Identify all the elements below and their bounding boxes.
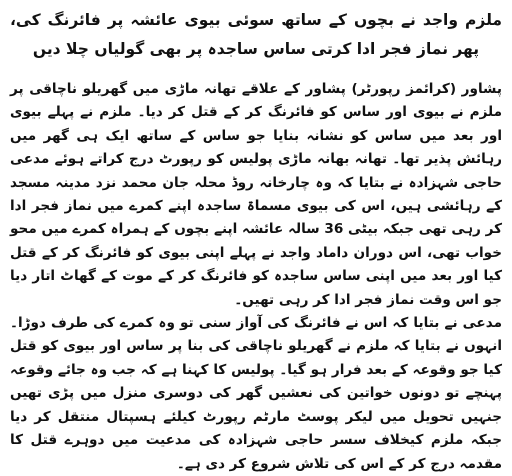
article-paragraph-1: پشاور (کرائمز رپورٹر) پشاور کے علاقے تھانہ ماڑی میں گھریلو ناچاقی پر ملزم نے بیوی اور ساس کو فائرنگ کر کے قتل کر دیا۔ ملزم نے پہلے بیوی اور بعد میں ساس کو نشانہ بنایا جو ساس کے ساتھ ایک ہی گھر میں رہائش پذیر تھا۔ تھانہ بھانہ ماڑی پولیس کو رپورٹ درج کراتے ہوئے مدعی حاجی شہزادہ نے بتایا کہ وہ چارخانہ روڈ محلہ جان محمد نزد مدینہ مسجد کے رہائشی ہیں، اس کی بیوی مسماۃ ساجدہ اپنے کمرے میں نماز فجر ادا کر رہی تھی جبکہ بیٹی 36 سالہ عائشہ اپنے بچوں کے ہمراہ کمرے میں محو خواب تھی، اس دوران داماد واجد نے پہلے اپنی بیوی کو فائرنگ کر کے قتل کیا اور بعد میں اپنی ساس ساجدہ کو فائرنگ کر کے موت کے گھاٹ اتار دیا جو اس وقت نماز فجر ادا کر رہی تھیں۔ bbox=[10, 81, 502, 308]
article-paragraph-2: مدعی نے بتایا کہ اس نے فائرنگ کی آواز سنی تو وہ کمرے کی طرف دوڑا۔ انہوں نے بتایا کہ ملزم نے گھریلو ناچاقی کی بنا پر ساس اور بیوی کو قتل کیا جو وقوعہ کے بعد فرار ہو گیا۔ پولیس کا کہنا ہے کہ جب وہ جائے وقوعہ پہنچے تو دونوں خواتین کی نعشیں گھر کی دوسری منزل میں پڑی تھیں جنہیں تحویل میں لیکر پوسٹ مارٹم رپورٹ کیلئے ہسپتال منتقل کر دیا جبکہ ملزم کیخلاف سسر حاجی شہزادہ کی مدعیت میں دوہرے قتل کا مقدمہ درج کر کے اس کی تلاش شروع کر دی ہے۔ bbox=[10, 315, 502, 472]
article-headline: ملزم واجد نے بچوں کے ساتھ سوئی بیوی عائشہ پر فائرنگ کی، پھر نماز فجر ادا کرتی ساس ساجدہ پر بھی گولیاں چلا دیں bbox=[10, 11, 502, 58]
article-body bbox=[10, 78, 502, 476]
